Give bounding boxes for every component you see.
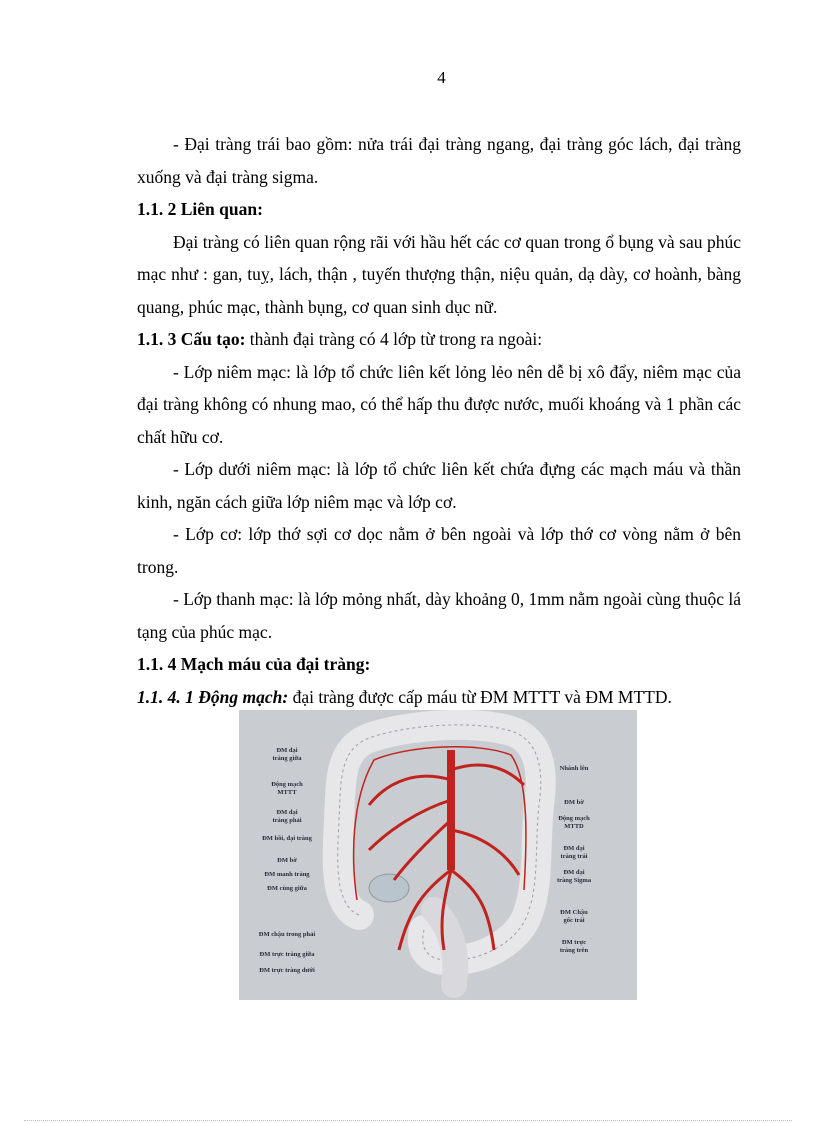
left-label-8: ĐM trực tràng giữa	[259, 951, 315, 958]
colon-artery-figure	[239, 710, 637, 1000]
caecum	[369, 874, 409, 902]
heading-1-1-4: 1.1. 4 Mạch máu của đại tràng:	[137, 654, 371, 674]
paragraph-relations: Đại tràng có liên quan rộng rãi với hầu hết các cơ quan trong ổ bụng và sau phúc mạc như : gan, tuỵ, lách, thận , tuyến thượng thận, niệu quản, dạ dày, cơ hoành, bàng quang, phúc mạc, thành bụng, cơ quan sinh dục nữ.	[137, 231, 741, 317]
right-label-3: ĐM đại tràng trái	[560, 845, 588, 860]
left-label-6: ĐM cùng giữa	[267, 885, 307, 892]
left-label-4: ĐM bờ	[277, 857, 297, 864]
left-label-7: ĐM chậu trong phải	[258, 931, 316, 938]
paragraph-arteries	[137, 681, 741, 714]
page-number: 4	[437, 68, 446, 87]
right-label-6: ĐM trực tràng trên	[559, 939, 589, 954]
paragraph-mucosa: - Lớp niêm mạc: là lớp tổ chức liên kết lỏng lẻo nên dễ bị xô đẩy, niêm mạc của đại tràng không có nhung mao, có thể hấp thu được nước, muối khoáng và 1 phần các chất hữu cơ.	[137, 361, 741, 447]
right-label-2: Động mạch MTTD	[558, 815, 590, 830]
left-label-9: ĐM trực tràng dưới	[259, 967, 315, 974]
page-bottom-rule	[24, 1120, 792, 1121]
arteries-intro: đại tràng được cấp máu từ ĐM MTTT và ĐM MTTD.	[288, 686, 672, 707]
paragraph-left-colon: - Đại tràng trái bao gồm: nửa trái đại tràng ngang, đại tràng góc lách, đại tràng xuống và đại tràng sigma.	[137, 134, 741, 187]
paragraph-muscle: - Lớp cơ: lớp thớ sợi cơ dọc nằm ở bên ngoài và lớp thớ cơ vòng nằm ở bên trong.	[137, 524, 741, 577]
right-label-0: Nhánh lên	[559, 765, 589, 772]
heading-1-1-2: 1.1. 2 Liên quan:	[137, 199, 263, 219]
left-label-1: Động mạch MTTT	[271, 781, 303, 796]
colon-artery-illustration	[239, 710, 637, 1000]
document-body	[137, 128, 741, 713]
right-label-5: ĐM Chậu gốc trái	[560, 909, 588, 924]
paragraph-structure	[137, 323, 741, 356]
paragraph-serosa: - Lớp thanh mạc: là lớp mỏng nhất, dày khoảng 0, 1mm nằm ngoài cùng thuộc lá tạng của phúc mạc.	[137, 589, 741, 642]
right-label-4: ĐM đại tràng Sigma	[556, 869, 592, 884]
left-label-3: ĐM hồi, đại tràng	[262, 835, 312, 842]
paragraph-submucosa: - Lớp dưới niêm mạc: là lớp tổ chức liên kết chứa đựng các mạch máu và thần kinh, ngăn cách giữa lớp niêm mạc và lớp cơ.	[137, 459, 741, 512]
heading-1-1-4-1: 1.1. 4. 1 Động mạch:	[137, 686, 289, 707]
left-label-0: ĐM đại tràng giữa	[272, 747, 302, 762]
left-label-5: ĐM manh tràng	[264, 871, 310, 878]
heading-1-1-3: 1.1. 3 Cấu tạo:	[137, 329, 246, 349]
structure-intro: thành đại tràng có 4 lớp từ trong ra ngoài:	[245, 329, 543, 349]
left-label-2: ĐM đại tràng phải	[272, 809, 302, 824]
right-label-1: ĐM bờ	[564, 799, 584, 806]
